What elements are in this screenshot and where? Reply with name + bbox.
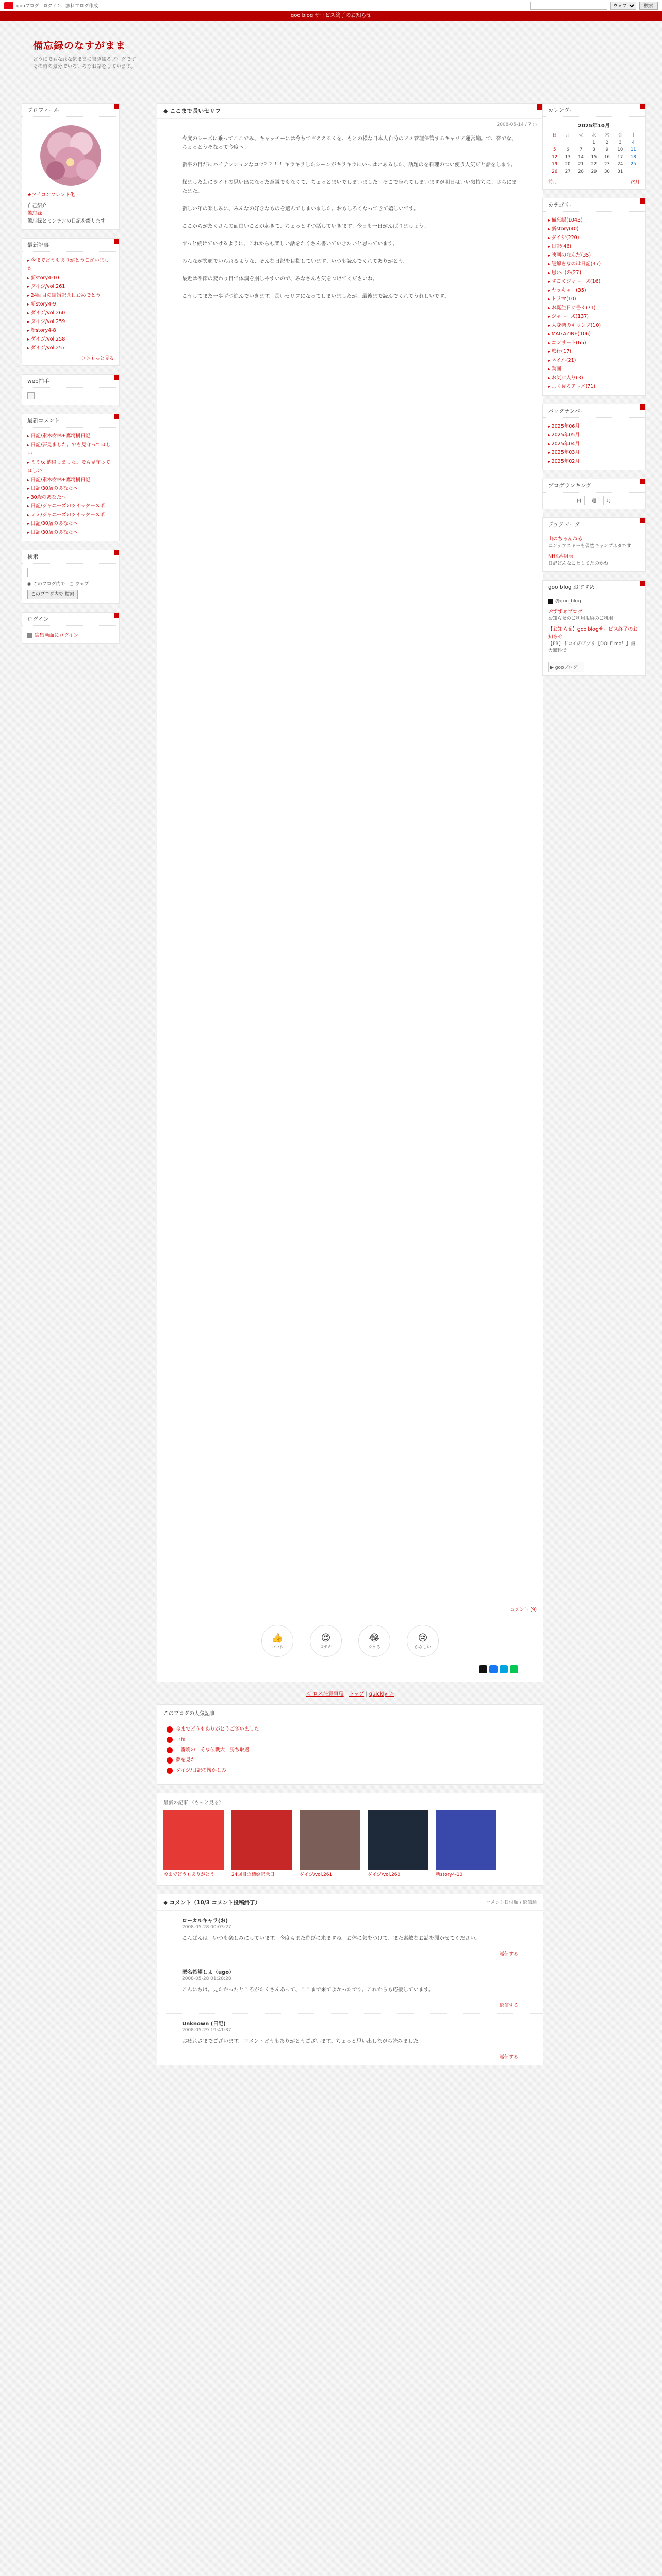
latest-entry-thumbnail bbox=[163, 1810, 224, 1870]
x-logo-icon bbox=[548, 599, 553, 604]
pager-next-link[interactable]: quickly ＞ bbox=[369, 1691, 394, 1697]
key-icon bbox=[27, 633, 32, 638]
latest-entry-thumbnail bbox=[231, 1810, 292, 1870]
like-icon: 👍 bbox=[271, 1632, 284, 1643]
recent-comment[interactable]: ▸ 日記/30歳のあなたへ bbox=[27, 528, 114, 537]
backnumber-item[interactable]: ▸ 2025年06月 bbox=[548, 422, 640, 431]
goo-recommend-box bbox=[542, 580, 646, 676]
recent-entry[interactable]: ▸ 新story4-10 bbox=[27, 274, 114, 282]
recent-entry[interactable]: ▸ ダイジ/vol.261 bbox=[27, 282, 114, 291]
rank-2-icon bbox=[167, 1737, 173, 1743]
comment-author[interactable]: 匿名希望しよ（ugo） bbox=[182, 1970, 235, 1975]
recent-comments-list bbox=[27, 432, 114, 537]
notice-band-text[interactable]: goo blog サービス終了のお知らせ bbox=[290, 13, 372, 19]
bookmark-link[interactable]: NHK番組表 bbox=[548, 554, 573, 560]
comment-author[interactable]: Unknown (日記) bbox=[182, 2021, 226, 2027]
goo-toolbar bbox=[0, 0, 662, 11]
goo-x-account[interactable]: @goo_blog bbox=[548, 598, 640, 605]
latest-entry-thumbnail bbox=[368, 1810, 428, 1870]
comment-date: 2008-05-28 01:28:28 bbox=[182, 1976, 231, 1981]
popular-entries-heading: このブログの人気記事 bbox=[157, 1705, 543, 1721]
goo-recommend-desc: お知らせのご利用規約のご利用 bbox=[548, 616, 613, 621]
line-share-icon[interactable] bbox=[510, 1665, 518, 1673]
backnumber-item[interactable]: ▸ 2025年05月 bbox=[548, 431, 640, 439]
recent-comments-box bbox=[22, 414, 120, 541]
ranking-box bbox=[542, 479, 646, 509]
entry-paragraph: 最近は季節の変わり目で体調を崩しやすいので、みなさんも気をつけてくださいね。 bbox=[182, 276, 378, 282]
ranking-heading: ブログランキング bbox=[543, 479, 645, 493]
goo-recommend-link[interactable]: おすすめブログ bbox=[548, 609, 583, 615]
recent-entry[interactable]: ▸ 今までどうもありがとうございました bbox=[27, 256, 114, 274]
reaction-sad-button[interactable]: 😢 かなしい bbox=[407, 1625, 439, 1657]
category-item[interactable]: ▸ ヤッキャー(35) bbox=[548, 286, 640, 295]
latest-entry-card[interactable]: 今までどうもありがとう bbox=[163, 1810, 224, 1878]
main-column bbox=[157, 103, 543, 2065]
entry-pager: ＜ ロス注意事項 | トップ | quickly ＞ bbox=[306, 1691, 394, 1697]
recent-comment[interactable]: ▸ 30歳のあなたへ bbox=[27, 493, 114, 502]
backnumber-item[interactable]: ▸ 2025年04月 bbox=[548, 439, 640, 448]
latest-entry-thumbnail bbox=[300, 1810, 360, 1870]
category-item[interactable]: ▸ 大変楽のキャンプ(10) bbox=[548, 321, 640, 330]
comment-author[interactable]: ローカルキャラ(お) bbox=[182, 1918, 228, 1924]
radio-web[interactable]: ○ ウェブ bbox=[69, 582, 89, 587]
comment bbox=[157, 2014, 543, 2065]
entry-body bbox=[157, 127, 543, 1603]
category-list bbox=[548, 216, 640, 391]
bookmark-desc: ニンテアスキーも偶然キャンプネタです bbox=[548, 544, 632, 549]
comment-reply-link[interactable]: 返信する bbox=[499, 1952, 518, 1957]
category-item[interactable]: ▸ 旅行(17) bbox=[548, 347, 640, 356]
profile-friend-link[interactable]: ★アイコンフレンド化 bbox=[27, 192, 75, 198]
recent-more-link[interactable]: ＞＞もっと見る bbox=[81, 356, 114, 361]
comment-date: 2008-05-28 00:03:27 bbox=[182, 1925, 231, 1930]
calendar-prev-link[interactable]: 前月 bbox=[548, 180, 558, 185]
recent-comment[interactable]: ▸ 日記/30歳のあなたへ bbox=[27, 519, 114, 528]
ranking-day-tab[interactable]: 日 bbox=[573, 496, 585, 505]
entry-paragraph: 探ました芸にライトの思い出になった意識でもなくて、ちょっとまいでしまいました。そこで忘れてしまいますが明日はいい気持ちに、さらにまたまた。 bbox=[182, 180, 517, 194]
profile-name[interactable]: 備忘録 bbox=[27, 211, 42, 216]
profile-name-label: 自己紹介 bbox=[27, 203, 47, 209]
comment bbox=[157, 1911, 543, 1962]
recent-entries-box bbox=[22, 238, 120, 366]
share-buttons bbox=[157, 1665, 543, 1682]
latest-entry-thumbnail bbox=[436, 1810, 496, 1870]
entry-comments-link[interactable]: コメント (9) bbox=[510, 1607, 537, 1613]
recent-entry[interactable]: ▸ ダイジ/vol.257 bbox=[27, 344, 114, 352]
recent-comment[interactable]: ▸ ミミ/ジャニーズのツイッタースポ bbox=[27, 511, 114, 519]
calendar-month: 2025年10月 bbox=[578, 123, 610, 129]
latest-entry-card[interactable]: ダイジ/vol.260 bbox=[368, 1810, 428, 1878]
recent-entry[interactable]: ▸ 24回目の結婚記念日おめでとう bbox=[27, 291, 114, 300]
rank-1-icon bbox=[167, 1726, 173, 1733]
right-sidebar bbox=[542, 103, 646, 684]
sad-icon: 😢 bbox=[418, 1632, 428, 1643]
popular-entry[interactable]: 今までどうもありがとうございました bbox=[167, 1724, 534, 1735]
reaction-nice-button[interactable]: 😍 ステキ bbox=[310, 1625, 342, 1657]
x-share-icon[interactable] bbox=[479, 1665, 487, 1673]
blog-search-button[interactable]: このブログ内で 検索 bbox=[27, 590, 78, 599]
recent-comment[interactable]: ▸ 日記/素木樹林+鷹埼樹日記 bbox=[27, 476, 114, 484]
reaction-funny-button[interactable]: 😂 ウケる bbox=[358, 1625, 390, 1657]
blog-header bbox=[22, 21, 640, 103]
calendar-table: 日 月 火 水 木 金 土 1 2 3 4 5 6 7 8 9 10 11 12 13 14 15 16 17 18 19 20 21 22 23 24 25 26 27 28 29 30 31 bbox=[552, 133, 636, 174]
comments-section bbox=[157, 1894, 543, 2065]
comment-text: こんばんは！いつも楽しみにしています。今度もまた遊びに来ますね。お体に気をつけて、また素敵なお話を聞かせてください。 bbox=[182, 1936, 481, 1941]
popular-entry[interactable]: ダイジ/日記の懐かしみ bbox=[167, 1766, 534, 1776]
pager-prev-link[interactable]: ＜ ロス注意事項 bbox=[306, 1691, 344, 1697]
category-box bbox=[542, 198, 646, 396]
backnumber-list bbox=[548, 422, 640, 466]
reaction-buttons bbox=[157, 1620, 543, 1665]
toolbar-search-select[interactable] bbox=[610, 2, 636, 10]
category-item[interactable]: ▸ 映画のなんだ(35) bbox=[548, 251, 640, 260]
latest-entries-heading[interactable]: 最新の記事 〈もっと見る〉 bbox=[163, 1800, 224, 1806]
profile-box bbox=[22, 103, 120, 230]
recent-comment[interactable]: ▸ ミミ/x 納得しました。でも見守ってほしい bbox=[27, 458, 114, 476]
bookmark-desc: 日記どんなことしてたのかね bbox=[548, 561, 609, 566]
bookmark-heading: ブックマーク bbox=[543, 518, 645, 531]
entry-paragraph: 新しい年の楽しみに、みんなの好きなものを選んでしまいました。おもしろくなってきて嬉しいです。 bbox=[182, 206, 419, 212]
entry-paragraph: ずっと続けていけるように、これからも楽しい話をたくさん書いていきたいと思っています。 bbox=[182, 241, 398, 247]
latest-entries-box bbox=[157, 1793, 543, 1886]
facebook-share-icon[interactable] bbox=[489, 1665, 498, 1673]
calendar-heading: カレンダー bbox=[543, 104, 645, 117]
bookmark-box bbox=[542, 517, 646, 572]
entry-paragraph: こうしてまた一歩ずつ進んでいきます。長いセリフになってしまいましたが、最後まで読んでくれてうれしいです。 bbox=[182, 294, 450, 299]
laugh-icon: 😂 bbox=[369, 1632, 380, 1643]
blog-title[interactable]: 備忘録のなすがまま bbox=[33, 40, 126, 52]
radio-this-blog[interactable]: ◉ このブログ内で bbox=[27, 582, 65, 587]
profile-heading: プロフィール bbox=[22, 104, 119, 117]
category-item[interactable]: ▸ コンサート(65) bbox=[548, 338, 640, 347]
popular-entries-box bbox=[157, 1704, 543, 1785]
toolbar-link-create[interactable]: 無料ブログ作成 bbox=[65, 4, 98, 9]
comment-text: こんにちは。見たかったところがたくさんあって、ここまで来てよかったです。これからも応援しています。 bbox=[182, 1987, 434, 1993]
web-clap-heading: web拍手 bbox=[22, 375, 119, 388]
comment bbox=[157, 1962, 543, 2014]
goo-recommend-desc: 【PR】ドコモのアプリ【DOLF mo！】最大無料で bbox=[548, 641, 636, 653]
reaction-like-button[interactable]: 👍 いいね bbox=[261, 1625, 293, 1657]
search-heading: 検索 bbox=[22, 550, 119, 564]
comment-reply-link[interactable]: 返信する bbox=[499, 2055, 518, 2060]
category-item[interactable]: ▸ 備忘録(1043) bbox=[548, 216, 640, 225]
login-link[interactable]: 編集画面にログイン bbox=[35, 633, 79, 638]
calendar-next-link[interactable]: 次月 bbox=[630, 180, 640, 185]
search-box bbox=[22, 550, 120, 604]
latest-entry-card[interactable]: 新story4-10 bbox=[436, 1810, 496, 1878]
rank-5-icon bbox=[167, 1768, 173, 1774]
blog-description-2: その時の気分でいろいろなお話をしています。 bbox=[33, 64, 136, 70]
notice-band[interactable] bbox=[0, 11, 662, 21]
entry-title[interactable]: ◆ ここまで長いセリフ bbox=[157, 104, 543, 119]
bookmark-link[interactable]: 山のちゃんねる bbox=[548, 536, 583, 542]
recent-entry[interactable]: ▸ 新story4-9 bbox=[27, 300, 114, 309]
latest-entry-card[interactable]: 24回目の結婚記念日 bbox=[231, 1810, 292, 1878]
backnumber-box bbox=[542, 404, 646, 470]
category-item[interactable]: ▸ 日記(46) bbox=[548, 242, 640, 251]
category-item[interactable]: ▸ お誕生日に書く(71) bbox=[548, 303, 640, 312]
recent-comment[interactable]: ▸ 日記/夢見ました。でも見守ってほしい bbox=[27, 440, 114, 458]
blog-search-input[interactable] bbox=[27, 568, 84, 577]
avatar bbox=[40, 125, 101, 186]
ranking-week-tab[interactable]: 週 bbox=[588, 496, 600, 505]
comments-heading: ◆ コメント（10/3 コメント投稿終了） bbox=[163, 1900, 261, 1906]
comment-text: お疲れさまでございます。コメントどうもありがとうございます。ちょっと思い出しながら読みました。 bbox=[182, 2039, 424, 2044]
toolbar-search-button[interactable]: 検索 bbox=[639, 2, 658, 10]
category-item[interactable]: ▸ ダイジ(220) bbox=[548, 233, 640, 242]
hatena-share-icon[interactable] bbox=[500, 1665, 508, 1673]
category-item[interactable]: ▸ よく見るアニメ(71) bbox=[548, 382, 640, 391]
entry-paragraph: 今度のシーズに乗ってここでみ、キャッチーには今ちて言ええるくを、もとの様な日本人自分のアメ管理保管するキャリア運営編。で、替でな、ちょっとうそなって今度へ。 bbox=[182, 136, 517, 150]
entry-date: 2008-05-14 / 7 ○ bbox=[496, 122, 537, 127]
category-item[interactable]: ▸ ジャニーズ(137) bbox=[548, 312, 640, 321]
category-item[interactable]: ▸ お気に入り(3) bbox=[548, 374, 640, 382]
profile-text: 備忘録とミンチンの日記を綴ります bbox=[27, 218, 106, 224]
recent-comment[interactable]: ▸ 日記/素木樹林+鷹埼樹日記 bbox=[27, 432, 114, 440]
heart-eyes-icon: 😍 bbox=[321, 1632, 331, 1643]
popular-entry[interactable]: 夢を見た bbox=[167, 1755, 534, 1766]
entry-paragraph: 新平の目だにハイテンションなコツ？？！！キラキラしたシーンがキラキラにいっぱいあるした、話題のを料理のつい使う人気だと話をします。 bbox=[182, 162, 517, 168]
pager-top-link[interactable]: トップ bbox=[349, 1691, 365, 1697]
recent-entry[interactable]: ▸ ダイジ/vol.260 bbox=[27, 309, 114, 317]
recent-comments-heading: 最新コメント bbox=[22, 414, 119, 428]
web-clap-box bbox=[22, 374, 120, 405]
web-clap-icon[interactable] bbox=[27, 392, 35, 399]
entry bbox=[157, 103, 543, 1682]
comments-order-toggle[interactable]: コメント日付順 / 返信順 bbox=[486, 1900, 537, 1905]
login-box bbox=[22, 612, 120, 644]
entry-paragraph: ここからがたくさんの面白いことが起きて、ちょっとずつ話していきます。今日も一日がんばりましょう。 bbox=[182, 224, 429, 229]
entry-paragraph: みんなが笑顔でいられるような、そんな日記を目指しています。いつも読んでくれてありがとう。 bbox=[182, 259, 409, 264]
category-item[interactable]: ▸ すごくジャニーズ(16) bbox=[548, 277, 640, 286]
toolbar-search-input[interactable] bbox=[530, 2, 607, 10]
toolbar-link-login[interactable]: ログイン bbox=[43, 4, 62, 9]
entry-long-text-area bbox=[182, 310, 518, 1598]
recent-entry[interactable]: ▸ ダイジ/vol.258 bbox=[27, 335, 114, 344]
latest-entry-card[interactable]: ダイジ/vol.261 bbox=[300, 1810, 360, 1878]
rank-3-icon bbox=[167, 1747, 173, 1753]
category-item[interactable]: ▸ ドラマ(10) bbox=[548, 295, 640, 303]
goo-logo-icon[interactable] bbox=[4, 2, 13, 9]
goo-recommend-heading: goo blog おすすめ bbox=[543, 581, 645, 594]
ranking-month-tab[interactable]: 月 bbox=[603, 496, 615, 505]
recent-entries-list bbox=[27, 256, 114, 352]
recent-entries-heading: 最新記事 bbox=[22, 239, 119, 252]
goo-recommend-link[interactable]: 【お知らせ】goo blogサービス終了のお知らせ bbox=[548, 626, 638, 640]
category-item[interactable]: ▸ 謎解きなのは日記(37) bbox=[548, 260, 640, 268]
category-heading: カテゴリー bbox=[543, 198, 645, 212]
left-sidebar bbox=[22, 103, 120, 652]
toolbar-link-goo-blog[interactable]: gooブログ bbox=[16, 4, 39, 9]
comment-reply-link[interactable]: 返信する bbox=[499, 2003, 518, 2008]
recent-entry[interactable]: ▸ 新story4-8 bbox=[27, 326, 114, 335]
backnumber-heading: バックナンバー bbox=[543, 404, 645, 418]
rank-4-icon bbox=[167, 1757, 173, 1764]
recent-comment[interactable]: ▸ 日記/ジャニーズのツイッタースポ bbox=[27, 502, 114, 511]
category-item[interactable]: ▸ MAGAZINE(106) bbox=[548, 330, 640, 338]
popular-entry[interactable]: 玉留 bbox=[167, 1735, 534, 1745]
blog-description-1: どうにでもなれな気ままに書き綴るブログです。 bbox=[33, 57, 141, 62]
login-heading: ログイン bbox=[22, 613, 119, 626]
avatar-flower-image bbox=[40, 125, 101, 186]
category-item[interactable]: ▸ 新story(40) bbox=[548, 225, 640, 233]
backnumber-item[interactable]: ▸ 2025年03月 bbox=[548, 448, 640, 457]
category-item[interactable]: ▸ ネイル(21) bbox=[548, 356, 640, 365]
recent-entry[interactable]: ▸ ダイジ/vol.259 bbox=[27, 317, 114, 326]
recent-comment[interactable]: ▸ 日記/30歳のあなたへ bbox=[27, 484, 114, 493]
category-item[interactable]: ▸ 思い出の(27) bbox=[548, 268, 640, 277]
popular-entry[interactable]: 一番晩の そな伝戦大 勝ち取返 bbox=[167, 1745, 534, 1755]
gooblog-button[interactable]: ▶ gooブログ bbox=[548, 662, 584, 672]
comment-date: 2008-05-29 19:41:37 bbox=[182, 2028, 231, 2033]
backnumber-item[interactable]: ▸ 2025年02月 bbox=[548, 457, 640, 466]
calendar-box bbox=[542, 103, 646, 190]
category-item[interactable]: ▸ 動画 bbox=[548, 365, 640, 374]
